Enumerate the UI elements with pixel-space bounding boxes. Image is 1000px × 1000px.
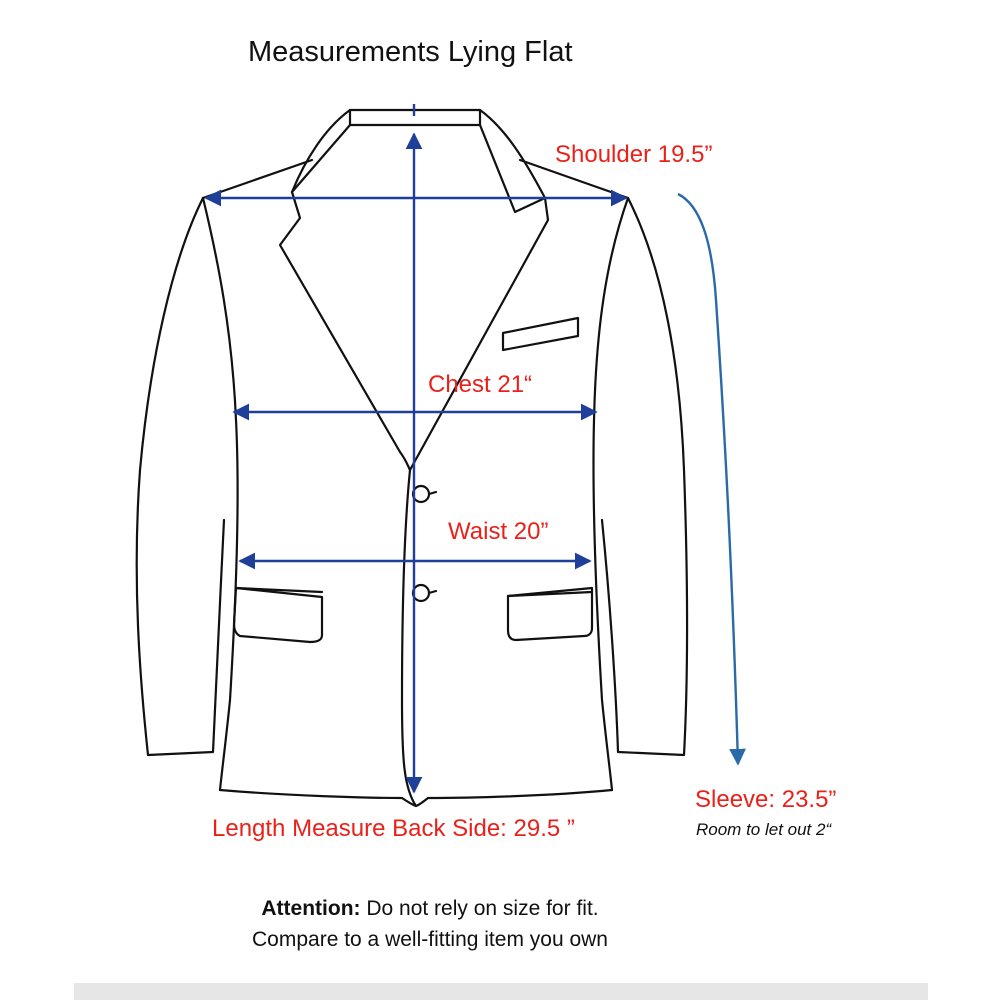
left-body-side — [203, 198, 238, 790]
sleeve-note: Room to let out 2“ — [696, 820, 832, 839]
right-lapel — [410, 125, 548, 470]
jacket-hem — [220, 790, 612, 806]
button-bottom-thread — [429, 591, 436, 593]
length-label: Length Measure Back Side: 29.5 ” — [212, 815, 575, 842]
left-shoulder — [203, 160, 312, 198]
right-body-side — [593, 198, 628, 790]
sleeve-label: Sleeve: 23.5” — [695, 786, 837, 813]
collar-back — [292, 110, 545, 198]
jacket-outline — [137, 110, 687, 806]
left-flap-pocket — [234, 588, 322, 642]
waist-label: Waist 20” — [448, 518, 549, 545]
diagram-title: Measurements Lying Flat — [248, 36, 573, 68]
chest-label: Chest 21“ — [428, 371, 533, 398]
attention-text: Do not rely on size for fit. — [360, 897, 599, 920]
right-sleeve — [602, 198, 687, 755]
left-lapel — [280, 125, 400, 452]
button-top-thread — [429, 492, 436, 494]
left-sleeve — [137, 198, 224, 755]
front-edge-inner — [400, 452, 410, 470]
button-top — [413, 486, 429, 502]
button-bottom — [413, 585, 429, 601]
attention-line-1 — [0, 897, 860, 921]
attention-label: Attention: — [261, 897, 361, 920]
attention-line-2: Compare to a well-fitting item you own — [252, 928, 608, 951]
footer-band — [74, 983, 928, 1000]
breast-pocket — [503, 318, 578, 350]
shoulder-label: Shoulder 19.5” — [555, 141, 713, 168]
